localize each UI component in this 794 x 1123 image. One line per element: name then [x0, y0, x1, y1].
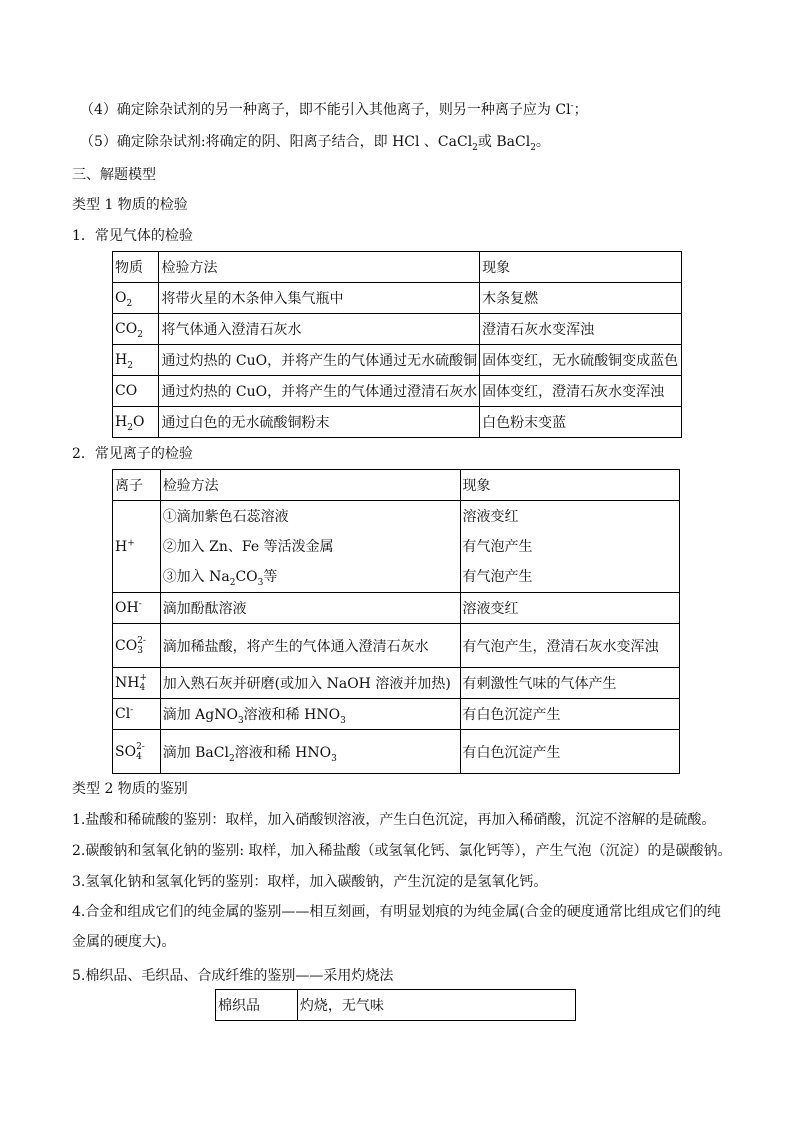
header-cell: 物质 [113, 252, 159, 283]
header-cell: 现象 [480, 252, 682, 283]
type1-heading: 类型 1 物质的检验 [72, 197, 188, 213]
header-cell: 检验方法 [159, 252, 480, 283]
ion-cell: OH- [113, 593, 161, 624]
result-cell: 有白色沉淀产生 [460, 730, 680, 774]
method-cell: 滴加 BaCl$_2$溶液和稀 $HNO_3$ [160, 730, 460, 774]
header-cell: 离子 [113, 470, 161, 501]
gas-table [112, 251, 682, 438]
method-cell: 滴加 AgNO$_3$溶液和稀 $HNO_3$ [160, 699, 460, 730]
ion-cell: NH + 4 [113, 668, 161, 699]
table-row [113, 501, 680, 593]
type2-heading: 类型 2 物质的鉴别 [72, 781, 188, 797]
fiber-result-cell: 灼烧，无气味 [297, 990, 575, 1021]
section-heading: 三、解题模型 [72, 167, 156, 183]
gas-cell: $CO_2$ [113, 314, 159, 345]
result-line: 有气泡产生 [462, 538, 533, 555]
table-header-row [113, 252, 682, 283]
result-cell: 有气泡产生，澄清石灰水变浑浊 [460, 624, 680, 668]
list-item: 1.盐酸和稀硫酸的鉴别：取样，加入硝酸钡溶液，产生白色沉淀，再加入稀硝酸，沉淀不溶解的是硫酸。 [72, 812, 716, 828]
gas-cell: $H_2O$ [113, 407, 159, 438]
table-row [113, 668, 680, 699]
method-cell: 滴加酚酞溶液 [160, 593, 460, 624]
table-row [113, 730, 680, 774]
ion-cell: SO 2- 4 [113, 730, 161, 774]
table-row [113, 314, 682, 345]
method-line: ①滴加紫色石蕊溶液 [162, 508, 289, 525]
method-cell: 通过灼热的 CuO，并将产生的气体通过澄清石灰水 [159, 376, 480, 407]
result-cell: 木条复燃 [480, 283, 682, 314]
ion-heading: 2．常见离子的检验 [72, 446, 193, 462]
result-cell: 澄清石灰水变浑浊 [480, 314, 682, 345]
table-row [113, 593, 680, 624]
result-cell: 固体变红，澄清石灰水变浑浊 [480, 376, 682, 407]
result-cell: 有白色沉淀产生 [460, 699, 680, 730]
ion-cell: CO 2- 3 [113, 624, 161, 668]
method-cell [160, 501, 460, 593]
ion-cell: Cl- [113, 699, 161, 730]
result-line: 溶液变红 [462, 508, 519, 525]
list-item: 4.合金和组成它们的纯金属的鉴别——相互刻画，有明显划痕的为纯金属(合金的硬度通常比组成它们的纯金属的硬度大)。 [72, 904, 721, 950]
list-item: 2.碳酸钠和氢氧化钠的鉴别: 取样，加入稀盐酸（或氢氧化钙、氯化钙等），产生气泡（沉淀）的是碳酸钠。 [72, 843, 732, 859]
intro-line-4: （4）确定除杂试剂的另一种离子，即不能引入其他离子，则另一种离子应为 Cl-； [80, 101, 588, 118]
table-row [113, 407, 682, 438]
result-cell [460, 501, 680, 593]
gas-cell: $O_2$ [113, 283, 159, 314]
header-cell: 检验方法 [160, 470, 460, 501]
method-cell: 加入熟石灰并研磨(或加入 NaOH 溶液并加热) [160, 668, 460, 699]
gas-cell: $H_2$ [113, 345, 159, 376]
result-line: 有气泡产生 [462, 568, 533, 585]
result-cell: 固体变红，无水硫酸铜变成蓝色 [480, 345, 682, 376]
header-cell: 现象 [460, 470, 680, 501]
list-item: 3.氢氧化钠和氢氧化钙的鉴别：取样，加入碳酸钠，产生沉淀的是氢氧化钙。 [72, 874, 548, 890]
table-header-row [113, 470, 680, 501]
list-item: 5.棉织品、毛织品、合成纤维的鉴别——采用灼烧法 [72, 968, 394, 984]
result-cell: 有刺激性气味的气体产生 [460, 668, 680, 699]
method-cell: 将气体通入澄清石灰水 [159, 314, 480, 345]
method-line: ②加入 Zn、Fe 等活泼金属 [162, 538, 334, 555]
table-row [113, 624, 680, 668]
intro-line-5: （5）确定除杂试剂:将确定的阴、阳离子结合，即 HCl 、CaCl$_2$或 BaCl$_2$。 [80, 134, 550, 153]
fiber-table [215, 989, 576, 1021]
table-row [113, 376, 682, 407]
result-cell: 溶液变红 [460, 593, 680, 624]
table-row [216, 990, 576, 1021]
method-cell: 通过灼热的 CuO，并将产生的气体通过无水硫酸铜 [159, 345, 480, 376]
table-row [113, 345, 682, 376]
fiber-name-cell: 棉织品 [216, 990, 298, 1021]
table-row [113, 699, 680, 730]
table-row [113, 283, 682, 314]
gas-heading: 1．常见气体的检验 [72, 228, 193, 244]
method-cell: 通过白色的无水硫酸铜粉末 [159, 407, 480, 438]
method-cell: 将带火星的木条伸入集气瓶中 [159, 283, 480, 314]
ion-cell: H+ [113, 501, 161, 593]
gas-cell: CO [113, 376, 159, 407]
method-line: ③加入 $Na_2CO_3$等 [162, 568, 278, 588]
result-cell: 白色粉末变蓝 [480, 407, 682, 438]
method-cell: 滴加稀盐酸，将产生的气体通入澄清石灰水 [160, 624, 460, 668]
ion-table [112, 469, 680, 774]
